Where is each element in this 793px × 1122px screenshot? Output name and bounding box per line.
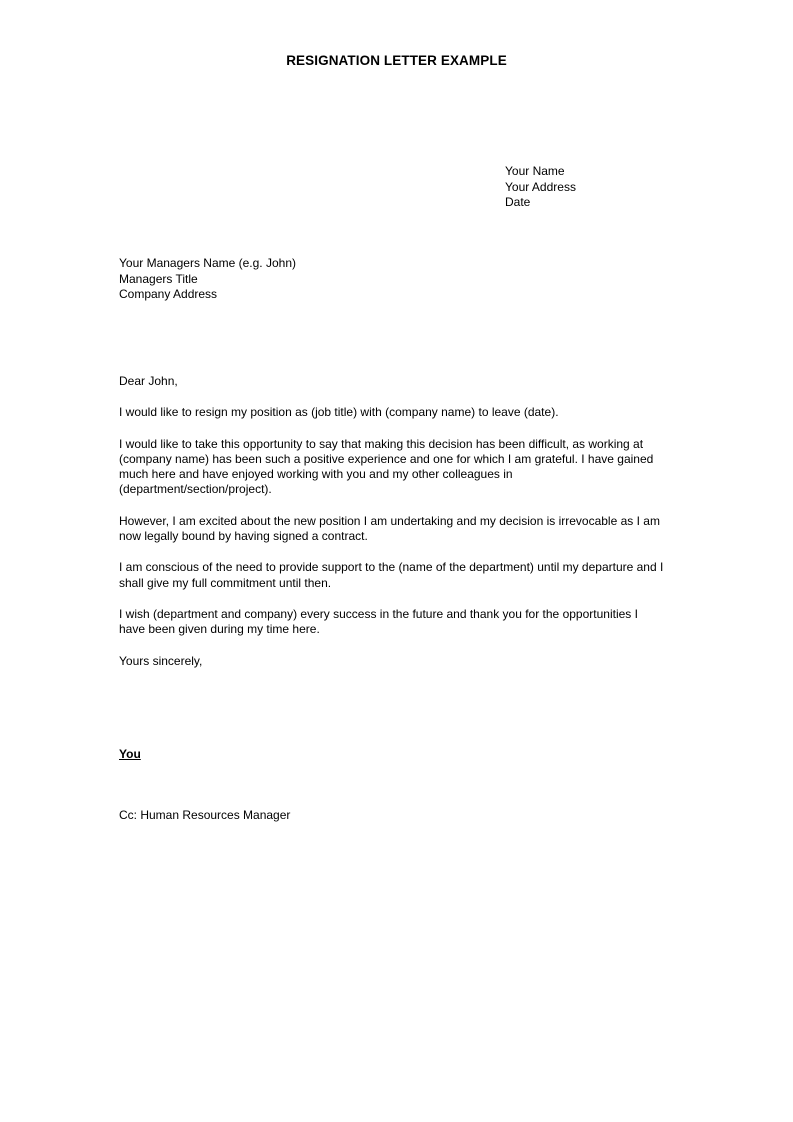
- signature-name: You: [119, 747, 141, 761]
- letter-body: [119, 374, 665, 669]
- body-paragraph: I am conscious of the need to provide support to the (name of the department) until my departure and I shall give my full commitment until then.: [119, 560, 664, 590]
- page-title: RESIGNATION LETTER EXAMPLE: [286, 53, 507, 68]
- body-paragraph: I would like to resign my position as (job title) with (company name) to leave (date).: [119, 405, 559, 420]
- body-paragraph: I would like to take this opportunity to say that making this decision has been difficult, as working at (company name) has been such a positive experience and one for which I am grateful. I have gained much here and have enjoyed working with you and my other colleagues in (department/section/project).: [119, 436, 654, 497]
- sender-address-block: [505, 164, 576, 211]
- closing-salutation: Yours sincerely,: [119, 653, 203, 668]
- recipient-name: Your Managers Name (e.g. John): [119, 256, 296, 270]
- body-paragraph: However, I am excited about the new position I am undertaking and my decision is irrevocable as I am now legally bound by having signed a contract.: [119, 513, 660, 544]
- body-paragraph: I wish (department and company) every success in the future and thank you for the opportunities I have been given during my time here.: [119, 606, 638, 637]
- recipient-address-block: [119, 256, 296, 303]
- sender-name: Your Name: [505, 164, 565, 178]
- recipient-title: Managers Title: [119, 271, 198, 286]
- recipient-company-address: Company Address: [119, 287, 218, 302]
- salutation: Dear John,: [119, 374, 178, 388]
- cc-line: Cc: Human Resources Manager: [119, 808, 291, 822]
- sender-address: Your Address: [505, 179, 576, 194]
- sender-date: Date: [505, 195, 531, 210]
